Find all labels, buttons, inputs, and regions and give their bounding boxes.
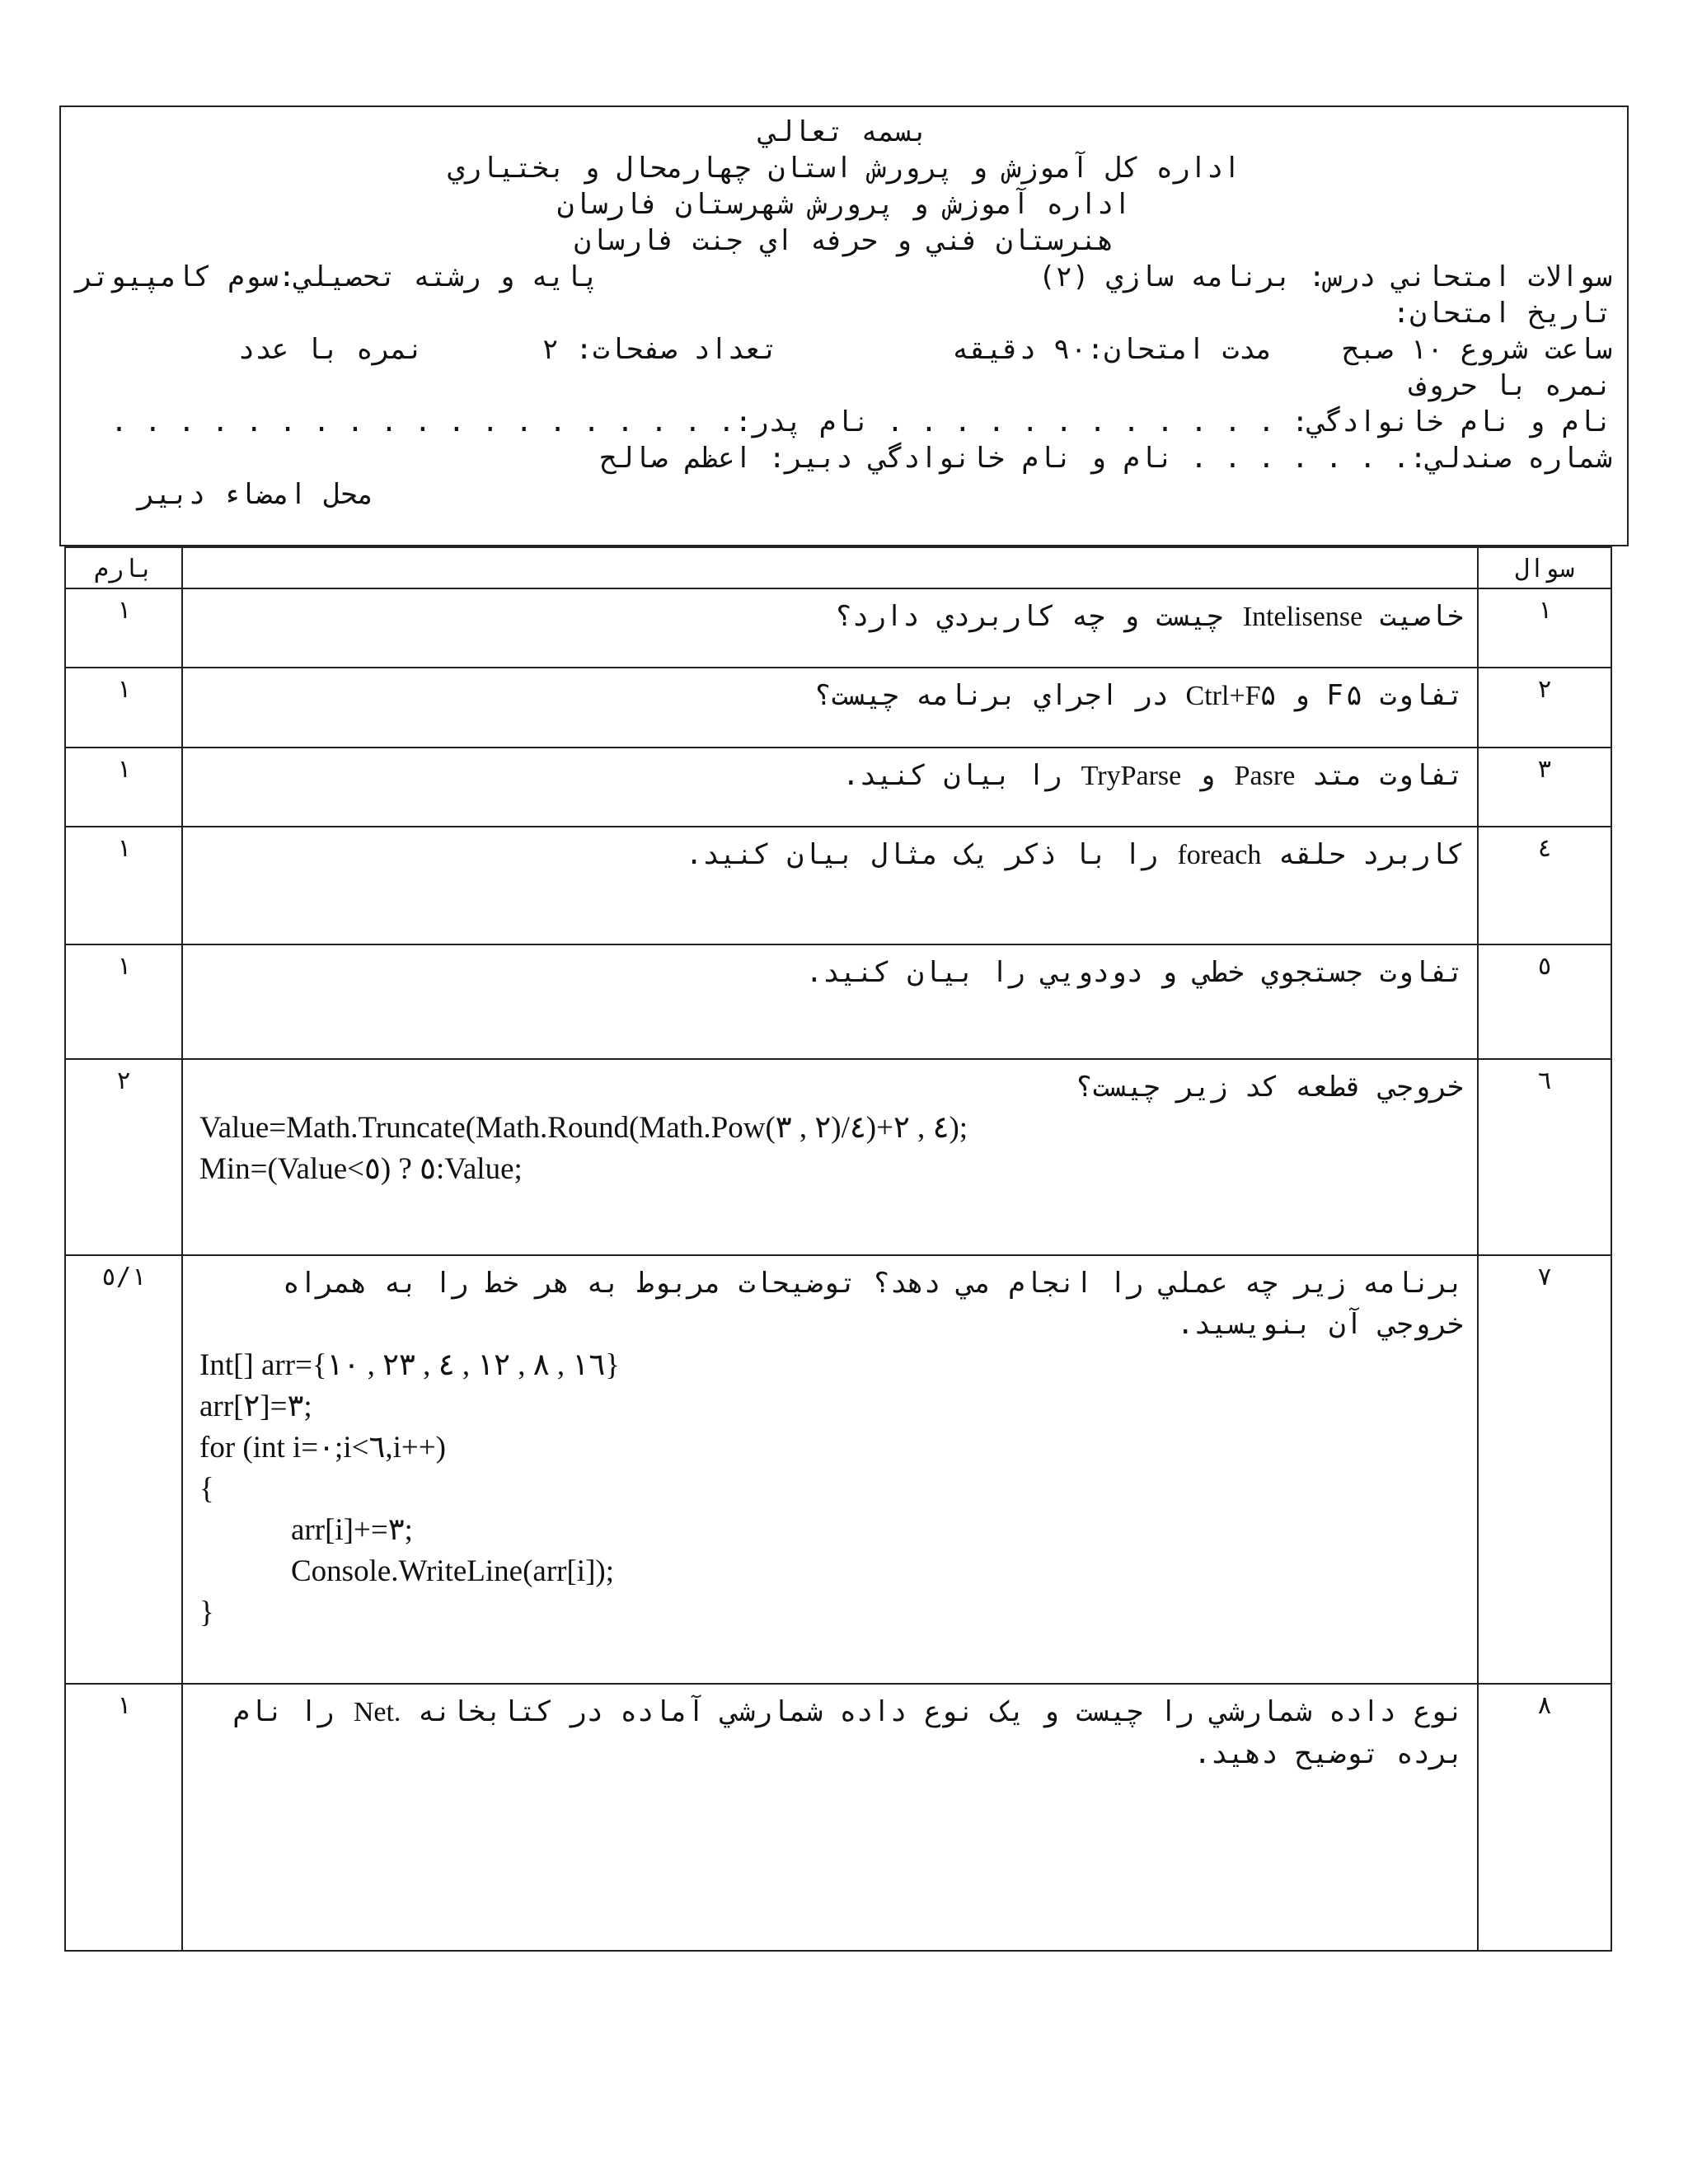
- table-row: [65, 668, 1611, 748]
- question-body: [182, 1255, 1478, 1684]
- table-row: [65, 1255, 1611, 1684]
- question-score: ۱: [65, 588, 182, 668]
- question-number: ۲: [1478, 668, 1611, 748]
- question-score: ۱: [65, 944, 182, 1059]
- question-score: ۱: [65, 827, 182, 944]
- table-row: [65, 1059, 1611, 1255]
- questions-table: [64, 546, 1612, 1952]
- question-text: تفاوت متد Pasre و TryParse را بيان کنيد.: [842, 759, 1464, 792]
- code-line: for (int i=۰;i<٦,i++): [199, 1431, 446, 1465]
- score-number-label: نمره با عدد: [237, 333, 424, 366]
- col-score-header: بارم: [65, 547, 182, 588]
- table-row: [65, 827, 1611, 944]
- keyword: Intelisense: [1242, 602, 1363, 632]
- code-line: arr[۲]=۳;: [199, 1390, 312, 1423]
- question-number: ٥: [1478, 944, 1611, 1059]
- student-name-line: نام و نام خانوادگي: . . . . . . . . . . . . نام پدر:. . . . . . . . . . . . . . . . . . .: [110, 405, 1612, 438]
- date-label: تاريخ امتحان:: [1392, 297, 1612, 330]
- question-body: [182, 1059, 1478, 1255]
- question-number: ٦: [1478, 1059, 1611, 1255]
- school-name: هنرستان فني و حرفه اي جنت فارسان: [574, 224, 1114, 257]
- keyword: foreach: [1177, 840, 1262, 870]
- signature-label: محل امضاء دبير: [138, 478, 374, 511]
- question-text: برنامه زير چه عملي را انجام مي دهد؟ توضيحات مربوط به هر خط را به همراه خروجي آن بنويسيد.: [283, 1267, 1464, 1341]
- question-body: [182, 944, 1478, 1059]
- code-line: Value=Math.Truncate(Math.Round(Math.Pow(۳ , ۲)/٤)+۲ , ٤);: [199, 1111, 968, 1145]
- org-province: اداره کل آموزش و پرورش استان چهارمحال و بختياري: [447, 152, 1241, 185]
- question-body: [182, 1684, 1478, 1951]
- exam-header: [59, 105, 1629, 546]
- question-number: ٤: [1478, 827, 1611, 944]
- col-question-header: سوال: [1478, 547, 1611, 588]
- keyword: Pasre: [1234, 761, 1296, 791]
- question-score: ۱/٥: [65, 1255, 182, 1684]
- question-score: ۱: [65, 1684, 182, 1951]
- code-line: }: [199, 1596, 214, 1629]
- bismillah: بسمه تعالي: [759, 115, 929, 148]
- question-number: ۸: [1478, 1684, 1611, 1951]
- table-row: [65, 1684, 1611, 1951]
- code-line: {: [199, 1472, 214, 1506]
- grade-label: پايه و رشته تحصيلي:سوم کامپيوتر: [76, 260, 599, 293]
- question-score: ۱: [65, 748, 182, 827]
- code-line: Console.WriteLine(arr[i]);: [199, 1554, 614, 1588]
- seat-teacher-line: شماره صندلي:. . . . . . . نام و نام خانوادگي دبير: اعظم صالح: [599, 442, 1612, 475]
- question-text: خاصيت Intelisense چيست و چه کاربردي دارد؟: [835, 600, 1464, 633]
- question-body: [182, 588, 1478, 668]
- question-text: تفاوت F۵ و Ctrl+F۵ در اجراي برنامه چيست؟: [814, 679, 1464, 712]
- question-body: [182, 827, 1478, 944]
- question-text: تفاوت جستجوي خطي و دودويي را بيان کنيد.: [805, 956, 1464, 989]
- question-number: ۷: [1478, 1255, 1611, 1684]
- code-line: Min=(Value<٥) ? ٥:Value;: [199, 1152, 523, 1186]
- code-line: arr[i]+=۳;: [199, 1513, 413, 1547]
- keyword: Ctrl+F۵: [1185, 681, 1276, 711]
- code-line: Int[] arr={۱۰ , ۲۳ , ٤ , ۱۲ , ۸ , ۱٦}: [199, 1348, 620, 1382]
- keyword: TryParse: [1081, 761, 1182, 791]
- table-row: [65, 748, 1611, 827]
- org-city: اداره آموزش و پرورش شهرستان فارسان: [557, 188, 1131, 221]
- question-number: ۳: [1478, 748, 1611, 827]
- question-number: ۱: [1478, 588, 1611, 668]
- question-text: خروجي قطعه کد زير چيست؟: [1076, 1071, 1464, 1104]
- keyword: Net.: [353, 1697, 401, 1727]
- exam-duration: مدت امتحان:۹۰ دقيقه: [952, 333, 1273, 366]
- question-text: نوع داده شمارشي را چيست و يک نوع داده شمارشي آماده در کتابخانه Net. را نام برده توضيح دهيد.: [232, 1695, 1464, 1770]
- start-time: ساعت شروع ۱۰ صبح: [1342, 333, 1612, 366]
- col-body-header: [182, 547, 1478, 588]
- table-row: [65, 588, 1611, 668]
- table-row: [65, 944, 1611, 1059]
- page-count: تعداد صفحات: ۲: [542, 333, 778, 366]
- score-letters-label: نمره با حروف: [1409, 369, 1612, 402]
- course-label: سوالات امتحاني درس: برنامه سازي (۲): [1039, 260, 1612, 293]
- question-body: [182, 668, 1478, 748]
- question-score: ۱: [65, 668, 182, 748]
- table-header-row: [65, 547, 1611, 588]
- question-text: کاربرد حلقه foreach را با ذکر يک مثال بيان کنيد.: [685, 838, 1464, 871]
- question-score: ۲: [65, 1059, 182, 1255]
- question-body: [182, 748, 1478, 827]
